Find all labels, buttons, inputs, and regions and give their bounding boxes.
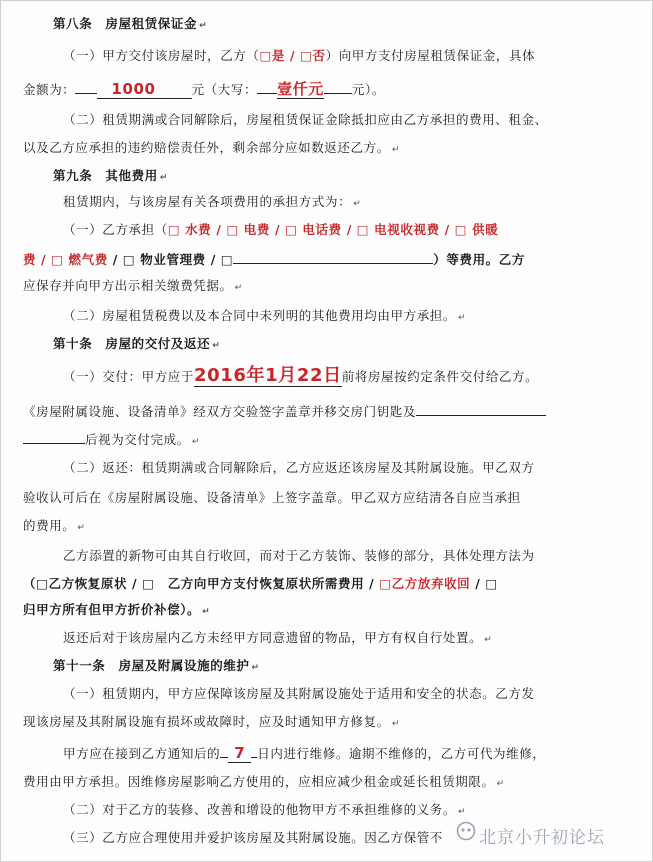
article-11-heading: 第十一条 房屋及附属设施的维护 ↵ [53,658,260,673]
article-11-line-2: 现该房屋及其附属设施有损坏或故障时，应及时通知甲方修复。 ↵ [23,714,400,729]
watermark-logo-icon [456,821,476,841]
article-11-line-5: （二）对于乙方的装修、改善和增设的他物甲方不承担维修的义务。 ↵ [63,802,467,817]
article-10-heading: 第十条 房屋的交付及返还 ↵ [53,336,221,351]
article-10-line-4: （二）返还：租赁期满或合同解除后，乙方应返还该房屋及其附属设施。甲乙双方 [63,460,535,475]
renovation-option-red: □乙方放弃收回 [379,576,471,591]
article-11-line-3: 甲方应在接到乙方通知后的 7 日内进行维修。逾期不维修的，乙方可代为维修， [63,744,546,762]
article-9-line-3: 应保存并向甲方出示相关缴费凭据。 ↵ [23,278,243,293]
article-9-heading: 第九条 其他费用 ↵ [53,168,168,183]
deposit-amount-chinese: 壹仟元 [277,80,324,98]
watermark-text: 北京小升初论坛 [479,828,605,848]
article-10-line-9: 归甲方所有但甲方折价补偿）。 ↵ [23,602,211,617]
article-11-line-1: （一）租赁期内，甲方应保障该房屋及其附属设施处于适用和安全的状态。乙方发 [63,686,535,701]
article-10-line-7: 乙方添置的新物可由其自行收回，而对于乙方装饰、装修的部分，具体处理方法为 [63,548,535,563]
article-8-line-2: 金额为： 1000 元（大写： 壹仟元 元）。 [23,80,385,98]
article-8-line-3: （二）租赁期满或合同解除后，房屋租赁保证金除抵扣应由乙方承担的费用、租金、 [63,112,548,127]
deposit-amount: 1000 [97,80,191,99]
article-10-line-3: 后视为交付完成。 ↵ [23,429,652,451]
article-11-line-4: 费用由甲方承担。因维修房屋影响乙方使用的，应相应减少租金或延长租赁期限。 ↵ [23,774,505,789]
article-9-line-4: （二）房屋租赁税费以及本合同中未列明的其他费用均由甲方承担。 ↵ [63,308,467,323]
article-9-line-1: （一）乙方承担（□ 水费 / □ 电费 / □ 电话费 / □ 电视收视费 / □ 供暖 [63,222,499,237]
article-11-line-6: （三）乙方应合理使用并爱护该房屋及其附属设施。因乙方保管不 [63,830,443,845]
article-10-line-10: 返还后对于该房屋内乙方未经甲方同意遗留的物品，甲方有权自行处置。 ↵ [63,630,493,645]
repair-days: 7 [228,744,251,763]
article-8-heading: 第八条 房屋租赁保证金 ↵ [53,16,208,31]
fee-options-red: □ 水费 / □ 电费 / □ 电话费 / □ 电视收视费 / □ 供暖 [167,222,499,237]
article-10-line-2: 《房屋附属设施、设备清单》经双方交验签字盖章并移交房门钥匙及 [23,401,652,421]
article-8-line-4: 以及乙方应承担的违约赔偿责任外，剩余部分应如数返还乙方。 ↵ [23,140,400,155]
article-10-line-1: （一）交付：甲方应于2016年1月22日前将房屋按约定条件交付给乙方。 [63,365,539,386]
handover-date: 2016年1月22日 [194,365,342,386]
article-10-line-5: 验收认可后在《房屋附属设施、设备清单》上签字盖章。甲乙双方应结清各自应当承担 [23,490,521,505]
article-10-line-8: （□乙方恢复原状 / □ 乙方向甲方支付恢复原状所需费用 / □乙方放弃收回 / □ [23,576,498,591]
article-8-line-1: （一）甲方交付该房屋时，乙方（□是 / □否）向甲方支付房屋租赁保证金，具体 [63,48,536,63]
deposit-option: □是 / □否 [259,48,326,63]
article-9-intro: 租赁期内，与该房屋有关各项费用的承担方式为： ↵ [63,194,362,209]
article-9-line-2: 费 / □ 燃气费 / □ 物业管理费 / □ ）等费用。乙方 [23,249,652,269]
article-10-line-6: 的费用。 ↵ [23,518,86,533]
